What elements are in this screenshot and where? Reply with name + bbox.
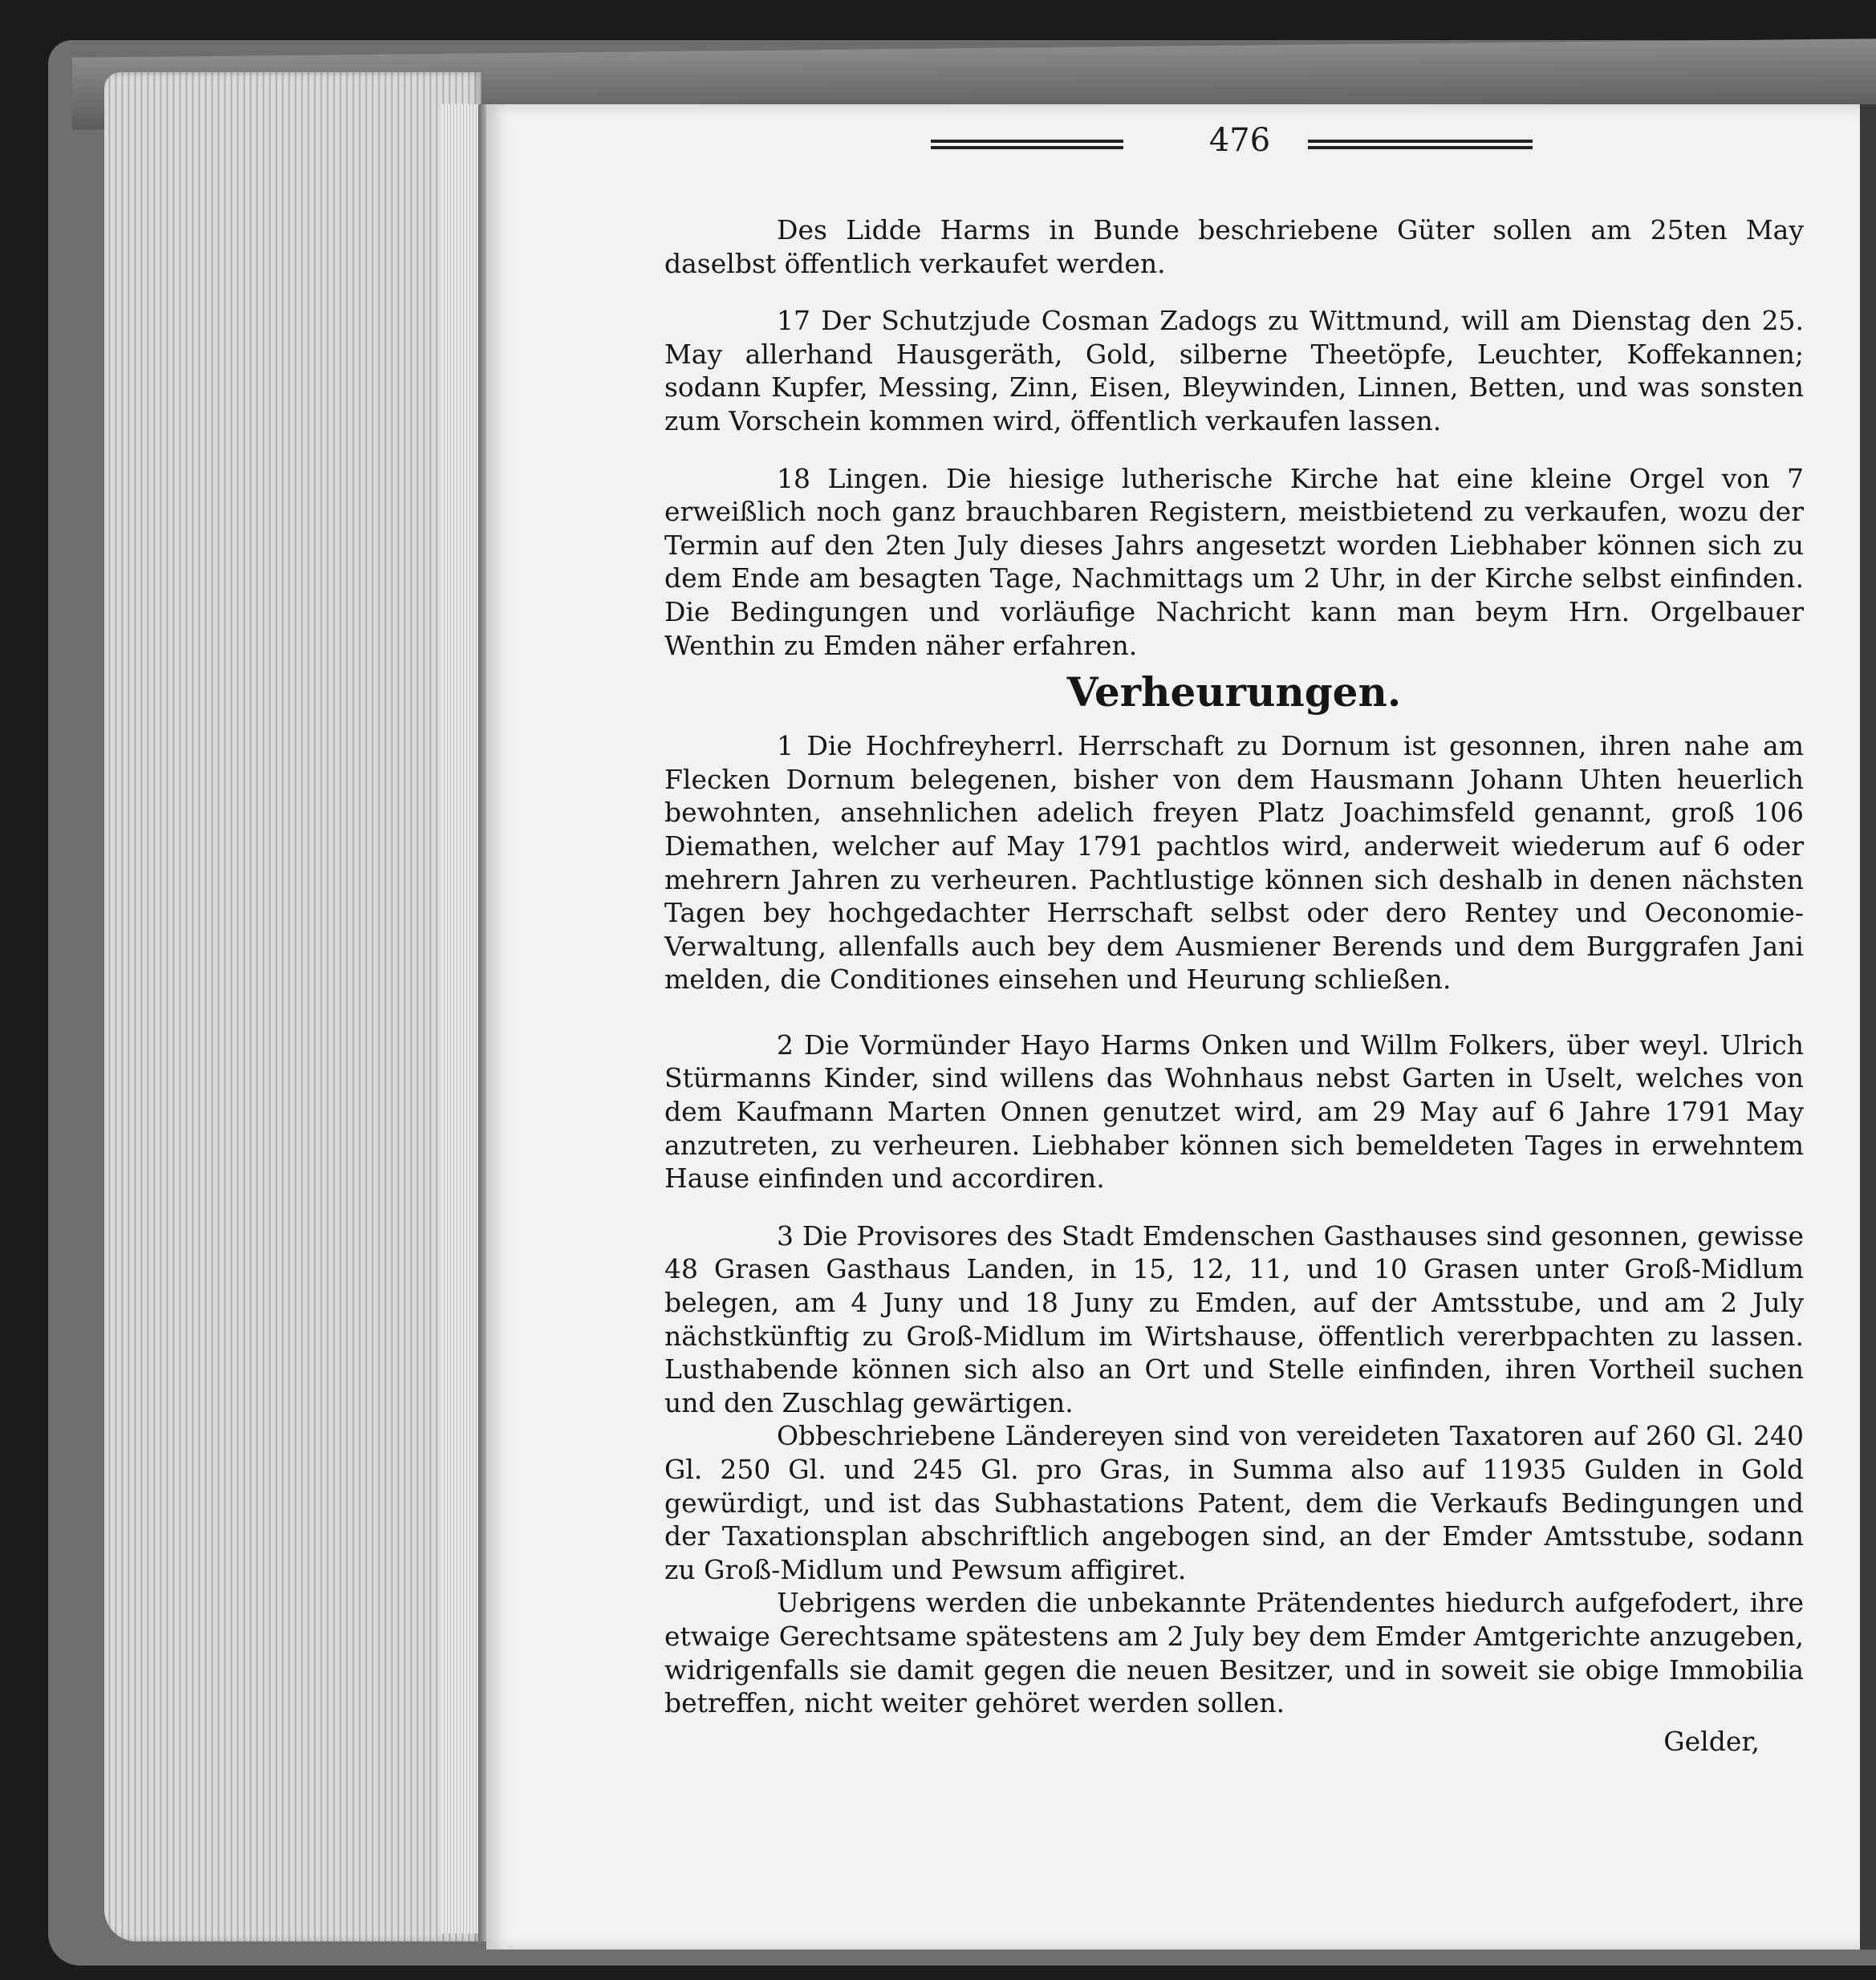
verheurung-3-claims: Uebrigens werden die unbekannte Prätendentes hiedurch aufgefodert, ihre etwaige Gerechtsame spätestens am 2 July bey dem Emder Amtgerichte anzugeben, widrigenfalls sie damit gegen die neuen Besitzer, und in soweit sie obige Immobilia betreffen, nicht weiter gehöret werden sollen. bbox=[664, 1587, 1804, 1719]
paragraph-18: 18 Lingen. Die hiesige lutherische Kirche hat eine kleine Orgel von 7 erweißlich noch ganz brauchbaren Registern, meistbietend zu verkaufen, wozu der Termin auf den 2ten July dieses Jahrs angesetzt worden Liebhaber können sich zu dem Ende am besagten Tage, Nachmittags um 2 Uhr, in der Kirche selbst einfinden. Die Bedingungen und vorläufige Nachricht kann man beym Hrn. Orgelbauer Wenthin zu Emden näher erfahren. bbox=[664, 462, 1804, 661]
paragraph-lidde-harms: Des Lidde Harms in Bunde beschriebene Güter sollen am 25ten May daselbst öffentlich verkaufet werden. bbox=[664, 214, 1804, 279]
running-head bbox=[931, 122, 1541, 170]
section-heading: Verheurungen. bbox=[1066, 668, 1402, 716]
catchword: Gelder, bbox=[1663, 1725, 1760, 1757]
page-edges bbox=[104, 72, 481, 1941]
verheurung-3-taxation: Obbeschriebene Ländereyen sind von vereideten Taxatoren auf 260 Gl. 240 Gl. 250 Gl. und 245 Gl. pro Gras, in Summa also auf 11935 Gulden in Gold gewürdigt, und ist das Subhastations Patent, dem die Verkaufs Bedingungen und der Taxationsplan abschriftlich angebogen sind, an der Emder Amtsstube, sodann zu Groß-Midlum und Pewsum affigiret. bbox=[664, 1420, 1804, 1585]
page-edges-inner bbox=[441, 104, 481, 1933]
page-number: 476 bbox=[1208, 122, 1271, 159]
page-right-edge bbox=[1860, 104, 1876, 1950]
page-body bbox=[664, 213, 1804, 1758]
paragraph-17: 17 Der Schutzjude Cosman Zadogs zu Wittmund, will am Dienstag den 25. May allerhand Hausgeräth, Gold, silberne Theetöpfe, Leuchter, Koffekannen; sodann Kupfer, Messing, Zinn, Eisen, Bleywinden, Linnen, Betten, und was sonsten zum Vorschein kommen wird, öffentlich verkaufen lassen. bbox=[664, 305, 1804, 436]
verheurung-2: 2 Die Vormünder Hayo Harms Onken und Willm Folkers, über weyl. Ulrich Stürmanns Kinder, sind willens das Wohnhaus nebst Garten in Uselt, welches von dem Kaufmann Marten Onnen genutzet wird, am 29 May auf 6 Jahre 1791 May anzutreten, zu verheuren. Liebhaber können sich bemeldeten Tages in erwehntem Hause einfinden und accordiren. bbox=[664, 1029, 1804, 1195]
verheurung-1: 1 Die Hochfreyherrl. Herrschaft zu Dornum ist gesonnen, ihren nahe am Flecken Dornum belegenen, bisher von dem Hausmann Johann Uhten heuerlich bewohnten, ansehnlichen adelich freyen Platz Joachimsfeld genannt, groß 106 Diemathen, welcher auf May 1791 pachtlos wird, anderweit wiederum auf 6 oder mehrern Jahren zu verheuren. Pachtlustige können sich deshalb in denen nächsten Tagen bey hochgedachter Herrschaft selbst oder dero Rentey und Oeconomie-Verwaltung, allenfalls auch bey dem Ausmiener Berends und dem Burggrafen Jani melden, die Conditiones einsehen und Heurung schließen. bbox=[664, 730, 1804, 996]
header-rule-right bbox=[1308, 138, 1533, 151]
header-rule-left bbox=[931, 138, 1123, 151]
verheurung-3: 3 Die Provisores des Stadt Emdenschen Gasthauses sind gesonnen, gewisse 48 Grasen Gasthaus Landen, in 15, 12, 11, und 10 Grasen unter Groß-Midlum belegen, am 4 Juny und 18 Juny zu Emden, auf der Amtsstube, und am 2 July nächstkünftig zu Groß-Midlum im Wirtshause, öffentlich vererbpachten zu lassen. Lusthabende können sich also an Ort und Stelle einfinden, ihren Vortheil suchen und den Zuschlag gewärtigen. bbox=[664, 1219, 1804, 1418]
